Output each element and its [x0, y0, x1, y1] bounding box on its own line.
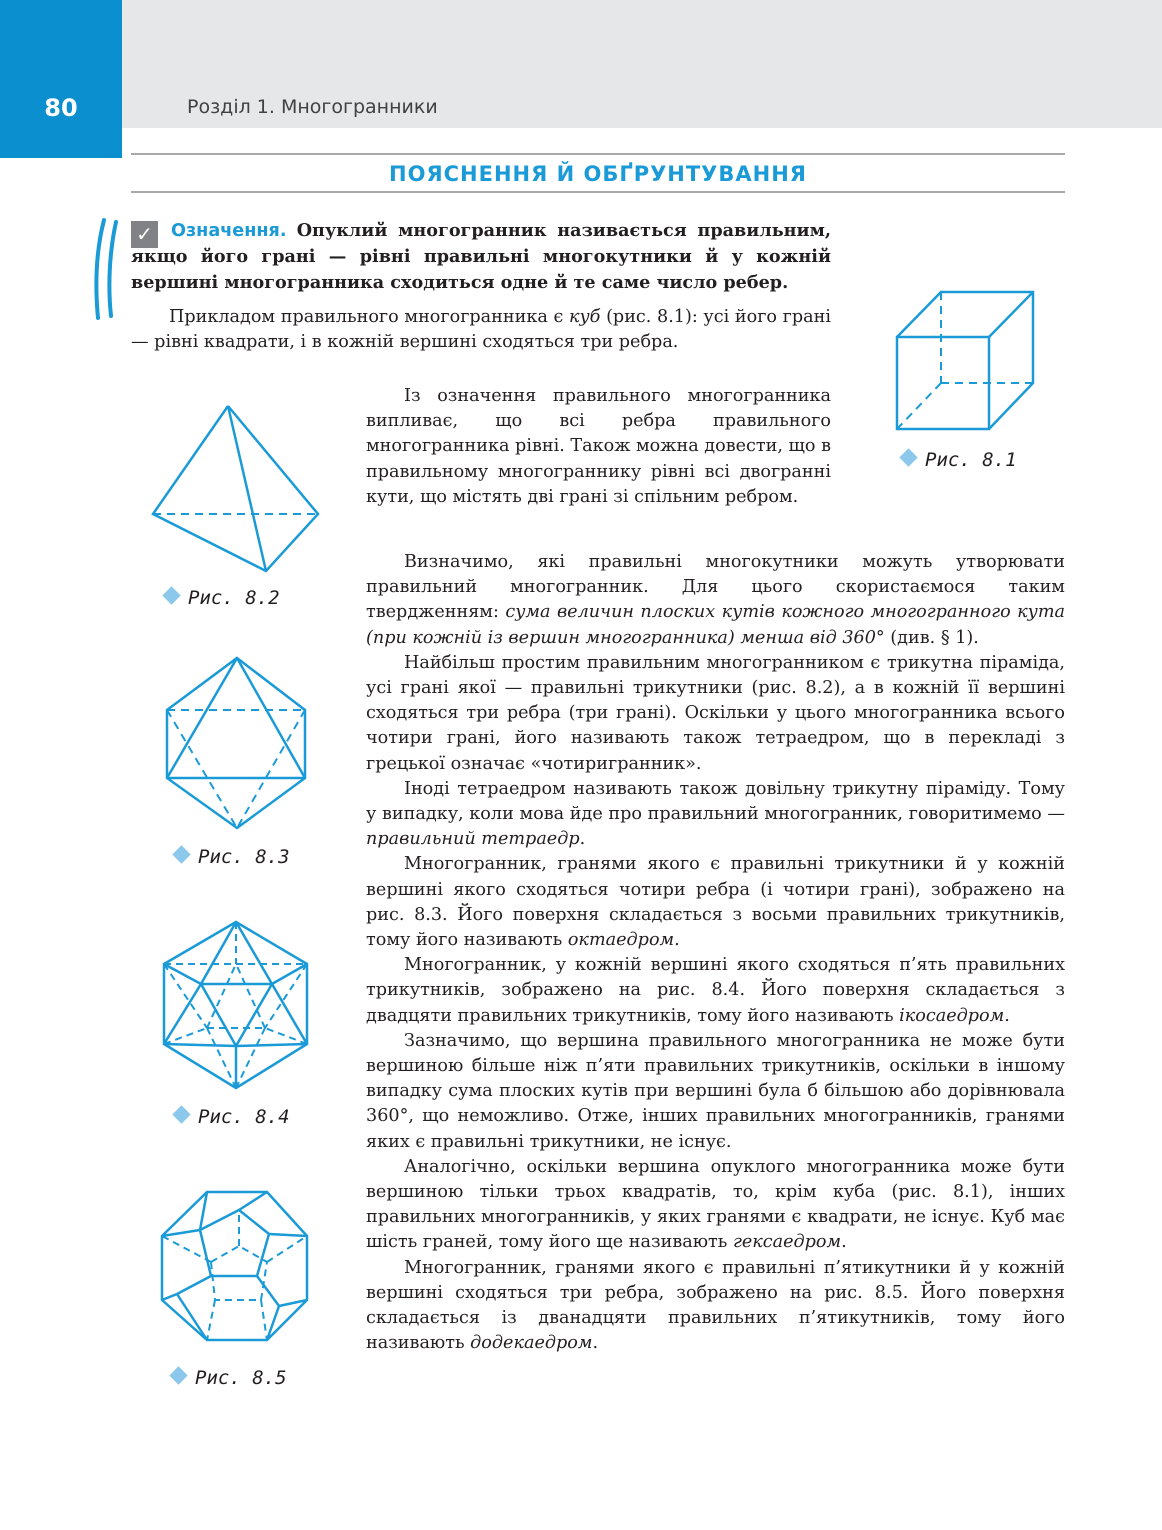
text-run: Аналогічно, оскільки вершина опуклого многогранника може бути вершиною тільки трьох квадратів, то, крім куба (рис. 8.1), інших правильних многогранників, у яких гранями є квадрати, не існує. Куб має шість граней, тому його ще називають: [366, 1156, 1065, 1253]
caption-fig-8-2: [165, 587, 280, 609]
paragraph-cube: [131, 305, 831, 355]
text-run: Визначимо, які правильні многокутники можуть утворювати правильний многогранник. Для цього скористаємося таким твердженням:: [366, 552, 1065, 623]
text-run: Прикладом правильного многогранника є: [169, 307, 569, 327]
paragraph-edges-text: Із означення правильного многогранника випливає, що всі ребра правильного многогранника рівні. Також можна довести, що в правильному многограннику рівні всі двогранні кути, що містять дві грані зі спільним ребром.: [366, 386, 831, 507]
paragraph-note: Зазначимо, що вершина правильного многогранника не може бути вершиною більше ніж п’яти правильних трикутників, оскільки в іншому випадку сума плоских кутів при вершині була б більшою або дорівнювала 360°, що неможливо. Отже, інших правильних многогранників, гранями яких є правильні трикутники, не існує.: [366, 1030, 1065, 1152]
text-run: .: [579, 829, 586, 850]
text-run: (див. § 1).: [884, 627, 979, 648]
statement-italic: сума величин плоских кутів кожного многогранного кута (при кожній із вершин многогранника) менша від 360°: [366, 602, 1066, 648]
icosahedron-figure: [157, 918, 315, 1094]
main-text-column: [366, 550, 1065, 1357]
page-number: 80: [44, 94, 78, 122]
paragraph-dodecahedron: [366, 1256, 1065, 1357]
text-run: Многогранник, гранями якого є правильні трикутники й у кожній вершині якого сходяться чотири ребра (і чотири грані), зображено на рис. 8.3. Його поверхня складається з восьми правильних трикутників, тому його називають: [366, 854, 1065, 951]
term-cube: куб: [568, 307, 601, 327]
definition-text: Опуклий многогранник називається правильним, якщо його грані — рівні правильні многокутники й у кожній вершині многогранника сходиться одне й те саме число ребер.: [131, 220, 832, 294]
caption-text: Рис. 8.5: [195, 1367, 287, 1389]
diamond-bullet-icon: [169, 1366, 187, 1384]
text-run: Многогранник, гранями якого є правильні п’ятикутники й у кожній вершині сходяться три ребра, зображено на рис. 8.5. Його поверхня складається із дванадцяти правильних п’ятикутників, тому його називають: [366, 1257, 1065, 1354]
diamond-bullet-icon: [899, 448, 917, 466]
header-band: [0, 0, 1162, 128]
caption-fig-8-5: [172, 1367, 287, 1389]
caption-fig-8-4: [175, 1106, 290, 1128]
paragraph-tetrahedron: Найбільш простим правильним многогранником є трикутна піраміда, усі грані якої — правильні трикутники (рис. 8.2), а в кожній її вершині сходяться три ребра (три грані). Оскільки у цього многогранника всього чотири грані, його називають також тетраедром, що в перекладі з грецької означає «чотиригранник».: [366, 652, 1065, 774]
text-run: Многогранник, у кожній вершині якого сходяться п’ять правильних трикутників, зображено на рис. 8.4. Його поверхня складається з двадцяти правильних трикутників, тому його називають: [366, 955, 1065, 1026]
text-run: (рис. 8.1): усі його грані — рівні квадрати, і в кожній вершині сходяться три ребра.: [131, 307, 831, 353]
caption-text: Рис. 8.2: [188, 587, 280, 609]
caption-text: Рис. 8.4: [198, 1106, 290, 1128]
text-run: .: [1004, 1005, 1010, 1026]
paragraph-icosahedron: [366, 953, 1065, 1029]
tetrahedron-figure: [148, 400, 326, 578]
title-rule-bottom: [131, 191, 1065, 193]
section-label: Розділ 1. Многогранники: [187, 96, 438, 118]
text-run: .: [592, 1333, 599, 1354]
page-number-tab: [0, 0, 122, 158]
caption-text: Рис. 8.1: [925, 449, 1017, 471]
paragraph-octahedron: [366, 852, 1065, 953]
term-dodecahedron: додекаедром: [470, 1333, 593, 1354]
caption-fig-8-3: [175, 846, 290, 868]
diamond-bullet-icon: [162, 586, 180, 604]
paragraph-edges: [366, 384, 831, 510]
caption-text: Рис. 8.3: [198, 846, 290, 868]
term-octahedron: октаедром: [567, 930, 675, 951]
cube-figure: [890, 285, 1040, 435]
title-rule-top: [131, 153, 1065, 155]
definition-marker-icon: [90, 216, 120, 326]
text-run: .: [674, 930, 680, 951]
paragraph-determine: [366, 550, 1065, 651]
diamond-bullet-icon: [172, 1105, 190, 1123]
dodecahedron-figure: [155, 1182, 317, 1350]
definition-block: [131, 218, 831, 297]
text-run: .: [841, 1232, 847, 1253]
paragraph-hexahedron: [366, 1155, 1065, 1256]
paragraph-tetrahedron-2: [366, 777, 1065, 853]
checkmark-icon: ✓: [131, 221, 158, 248]
term-regular-tetrahedron: правильний тетраедр: [366, 829, 580, 850]
text-run: Іноді тетраедром називають також довільну трикутну піраміду. Тому у випадку, коли мова йде про правильний многогранник, говоритимемо —: [366, 778, 1065, 825]
term-hexahedron: гексаедром: [732, 1232, 842, 1253]
diamond-bullet-icon: [172, 845, 190, 863]
section-title: ПОЯСНЕННЯ Й ОБҐРУНТУВАННЯ: [389, 162, 807, 186]
caption-fig-8-1: [902, 449, 1017, 471]
definition-label: Означення.: [171, 221, 287, 241]
term-icosahedron: ікосаедром: [899, 1005, 1005, 1026]
octahedron-figure: [160, 654, 312, 834]
